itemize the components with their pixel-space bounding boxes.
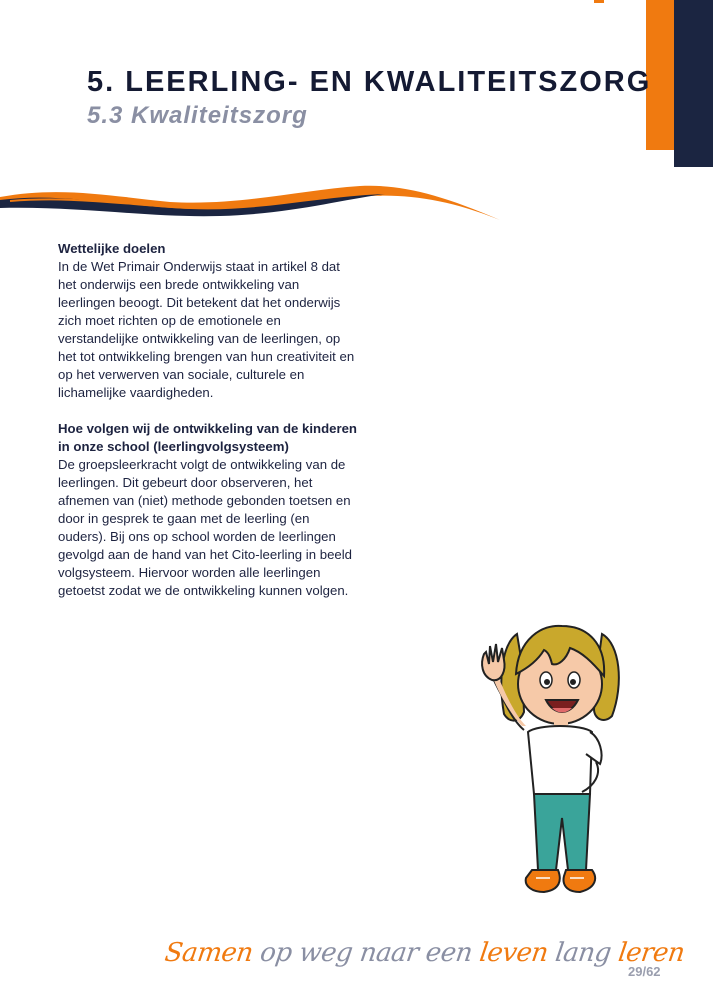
section-paragraph: In de Wet Primair Onderwijs staat in artikel 8 dat het onderwijs een brede ontwikkeling van leerlingen beoogt. Dit betekent dat het onderwijs zich moet richten op de emotionele en verstandelijke ontwikkeling van de leerlingen, op het tot ontwikkeling brengen van hun creativiteit en op het verwerven van sociale, culturele en lichamelijke vaardigheden. [58,259,355,400]
brush-swoosh-icon [0,170,510,230]
chapter-title: 5. LEERLING- EN KWALITEITSZORG [87,66,652,98]
slogan-part: leren [616,938,687,968]
slogan-part: leven [477,938,550,968]
body-text [58,240,358,618]
footer-slogan [163,938,686,968]
waving-girl-illustration-icon [462,604,632,904]
navy-corner-bar [674,0,713,167]
slogan-part: op weg naar een [250,938,482,968]
slogan-part: lang [545,938,621,968]
page-number: 29/62 [628,964,661,979]
slogan-part: Samen [162,938,255,968]
section-wettelijke-doelen [58,240,358,402]
orange-tick-mark [594,0,604,3]
section-paragraph: De groepsleerkracht volgt de ontwikkeling van de leerlingen. Dit gebeurt door observeren, het afnemen van (niet) methode gebonden toetsen en door in gesprek te gaan met de leerling (en ouders). Bij ons op school worden de leerlingen gevolgd aan de hand van het Cito-leerling in beeld volgsysteem. Hiervoor worden alle leerlingen getoetst zodat we de ontwikkeling kunnen volgen. [58,457,353,598]
section-leerlingvolgsysteem [58,420,358,600]
section-heading: Wettelijke doelen [58,241,166,256]
section-subtitle: 5.3 Kwaliteitszorg [87,102,308,129]
section-heading: Hoe volgen wij de ontwikkeling van de kinderen in onze school (leerlingvolgsysteem) [58,421,357,454]
